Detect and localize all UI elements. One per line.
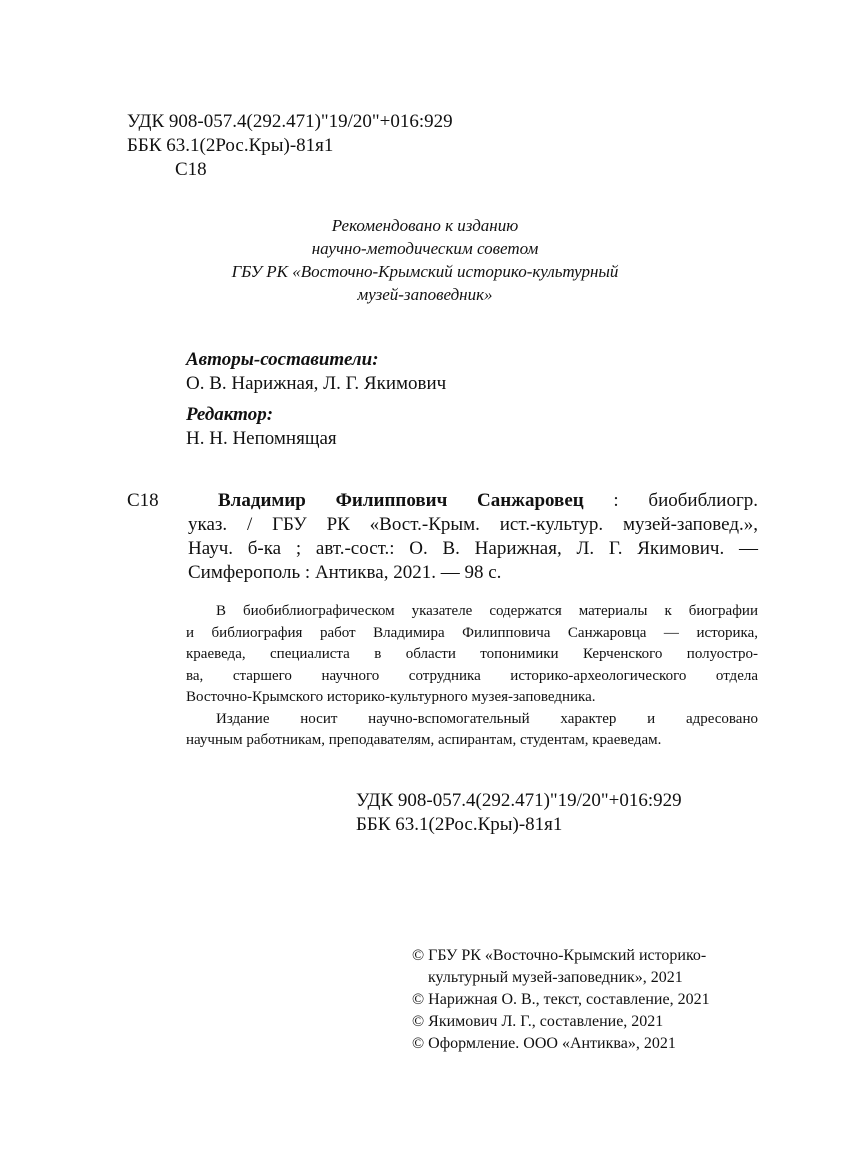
annotation-line: и библиография работ Владимира Филипповича Санжаровца — историка, — [186, 624, 758, 641]
annotation-line: краеведа, специалиста в области топонимики Керченского полуостро- — [186, 646, 758, 662]
classification-codes-top — [127, 110, 453, 182]
book-title: Владимир Филиппович Санжаровец — [218, 490, 584, 511]
udc-code: УДК 908-057.4(292.471)"19/20"+016:929 — [127, 111, 453, 132]
editor-name: Н. Н. Непомнящая — [186, 428, 337, 449]
annotation — [186, 601, 758, 752]
bibliographic-record — [188, 489, 758, 585]
recommendation-line: научно-методическим советом — [311, 239, 539, 258]
annotation-line: ва, старшего научного сотрудника историко-археологического отдела — [186, 667, 758, 684]
annotation-line: В биобиблиографическом указателе содержатся материалы к биографии — [216, 603, 758, 619]
editor-label: Редактор: — [186, 404, 274, 425]
bib-line-rest: : биобиблиогр. — [583, 490, 758, 511]
bib-line: Науч. б-ка ; авт.-сост.: О. В. Нарижная, Л. Г. Якимович. — — [188, 538, 758, 559]
authors-names: О. В. Нарижная, Л. Г. Якимович — [186, 373, 447, 394]
recommendation-line: Рекомендовано к изданию — [331, 216, 519, 235]
author-mark: С18 — [175, 159, 207, 180]
recommendation-block — [160, 214, 690, 306]
bibliographic-author-sign: С18 — [127, 490, 159, 511]
bib-line: Симферополь : Антиква, 2021. — 98 с. — [188, 562, 502, 583]
authors-label: Авторы-составители: — [186, 349, 379, 370]
udc-code: УДК 908-057.4(292.471)"19/20"+016:929 — [356, 790, 682, 811]
annotation-line: Восточно-Крымского историко-культурного музея-заповедника. — [186, 689, 596, 705]
copyright-block — [412, 945, 710, 1055]
copyright-line: © Якимович Л. Г., составление, 2021 — [412, 1013, 664, 1030]
editor-block — [186, 403, 337, 451]
classification-codes-bottom — [356, 789, 682, 837]
annotation-line: Издание носит научно-вспомогательный характер и адресовано — [216, 710, 758, 727]
copyright-line: © Нарижная О. В., текст, составление, 2021 — [412, 991, 710, 1008]
copyright-line: © ГБУ РК «Восточно-Крымский историко- — [412, 947, 707, 964]
bbk-code: ББК 63.1(2Рос.Кры)-81я1 — [127, 135, 334, 156]
bib-line — [188, 489, 758, 513]
recommendation-line: ГБУ РК «Восточно-Крымский историко-культурный — [231, 262, 619, 281]
copyright-line: культурный музей-заповедник», 2021 — [428, 969, 683, 986]
bbk-code: ББК 63.1(2Рос.Кры)-81я1 — [356, 814, 563, 835]
annotation-line: научным работникам, преподавателям, аспирантам, студентам, краеведам. — [186, 732, 662, 748]
copyright-line: © Оформление. ООО «Антиква», 2021 — [412, 1035, 676, 1052]
authors-block — [186, 348, 446, 396]
recommendation-line: музей-заповедник» — [357, 285, 493, 304]
bib-line: указ. / ГБУ РК «Вост.-Крым. ист.-культур. музей-заповед.», — [188, 514, 758, 535]
